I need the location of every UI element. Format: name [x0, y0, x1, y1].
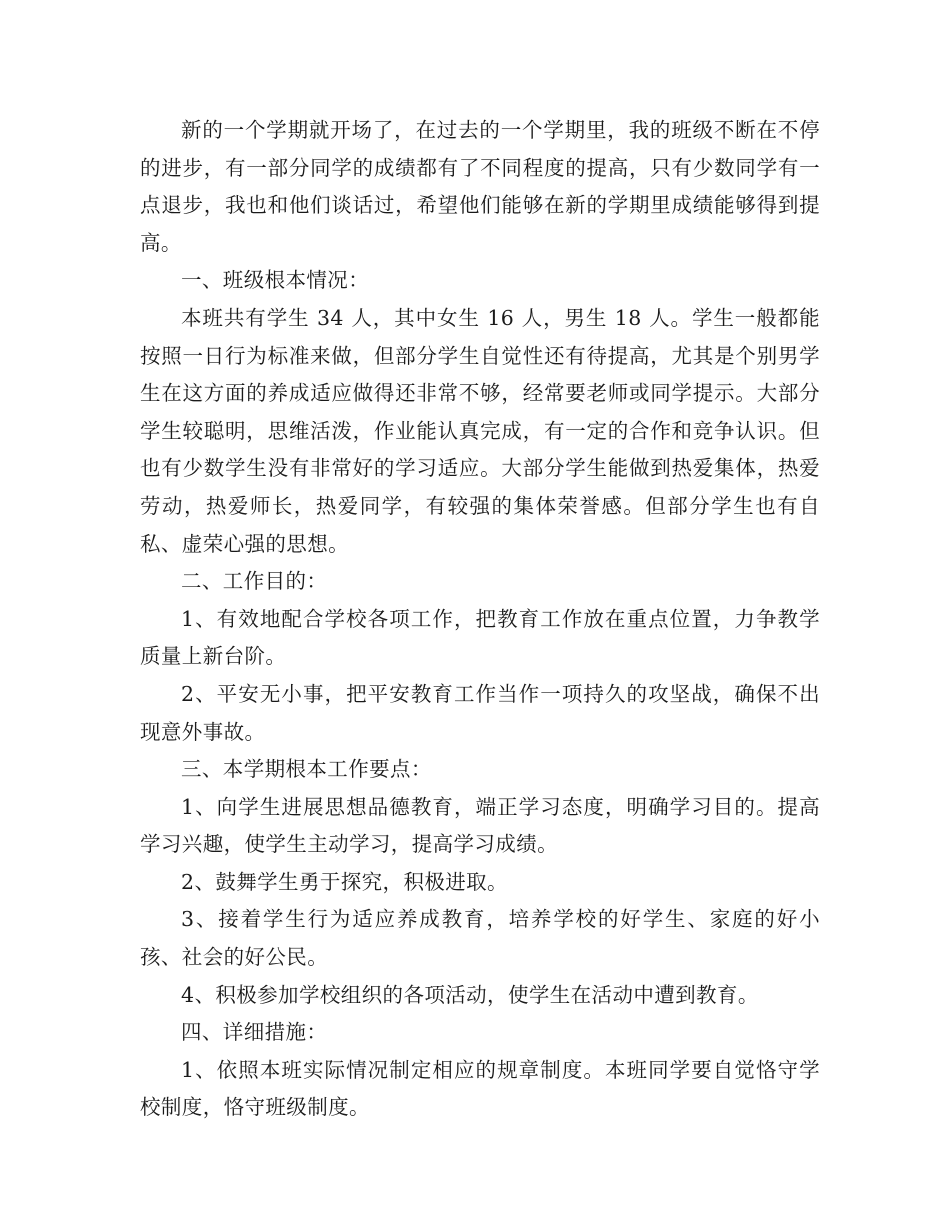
measure-item-1: 1、依照本班实际情况制定相应的规章制度。本班同学要自觉恪守学校制度，恪守班级制度。 — [140, 1057, 820, 1120]
section-heading-class-situation: 一、班级根本情况： — [181, 268, 370, 293]
work-goal-item-2: 2、平安无小事，把平安教育工作当作一项持久的攻坚战，确保不出现意外事故。 — [140, 681, 820, 744]
section-heading-key-points: 三、本学期根本工作要点： — [181, 757, 432, 782]
section-heading-measures: 四、详细措施： — [181, 1020, 328, 1045]
intro-paragraph: 新的一个学期就开场了，在过去的一个学期里，我的班级不断在不停的进步，有一部分同学的成绩都有了不同程度的提高，只有少数同学有一点退步，我也和他们谈话过，希望他们能够在新的学期里成绩能够得到提高。 — [140, 118, 820, 255]
class-situation-paragraph: 本班共有学生 34 人，其中女生 16 人，男生 18 人。学生一般都能按照一日行为标准来做，但部分学生自觉性还有待提高，尤其是个别男学生在这方面的养成适应做得还非常不够，经常要老师或同学提示。大部分学生较聪明，思维活泼，作业能认真完成，有一定的合作和竞争认识。但也有少数学生没有非常好的学习适应。大部分学生能做到热爱集体，热爱劳动，热爱师长，热爱同学，有较强的集体荣誉感。但部分学生也有自私、虚荣心强的思想。 — [140, 305, 820, 556]
document-body — [140, 112, 820, 1127]
key-point-item-1: 1、向学生进展思想品德教育，端正学习态度，明确学习目的。提高学习兴趣，使学生主动学习，提高学习成绩。 — [140, 794, 820, 857]
key-point-item-4: 4、积极参加学校组织的各项活动，使学生在活动中遭到教育。 — [181, 982, 759, 1007]
key-point-item-2: 2、鼓舞学生勇于探究，积极进取。 — [181, 869, 508, 894]
work-goal-item-1: 1、有效地配合学校各项工作，把教育工作放在重点位置，力争教学质量上新台阶。 — [140, 606, 820, 669]
section-heading-work-goals: 二、工作目的： — [181, 569, 328, 594]
key-point-item-3: 3、接着学生行为适应养成教育，培养学校的好学生、家庭的好小孩、社会的好公民。 — [140, 907, 820, 970]
